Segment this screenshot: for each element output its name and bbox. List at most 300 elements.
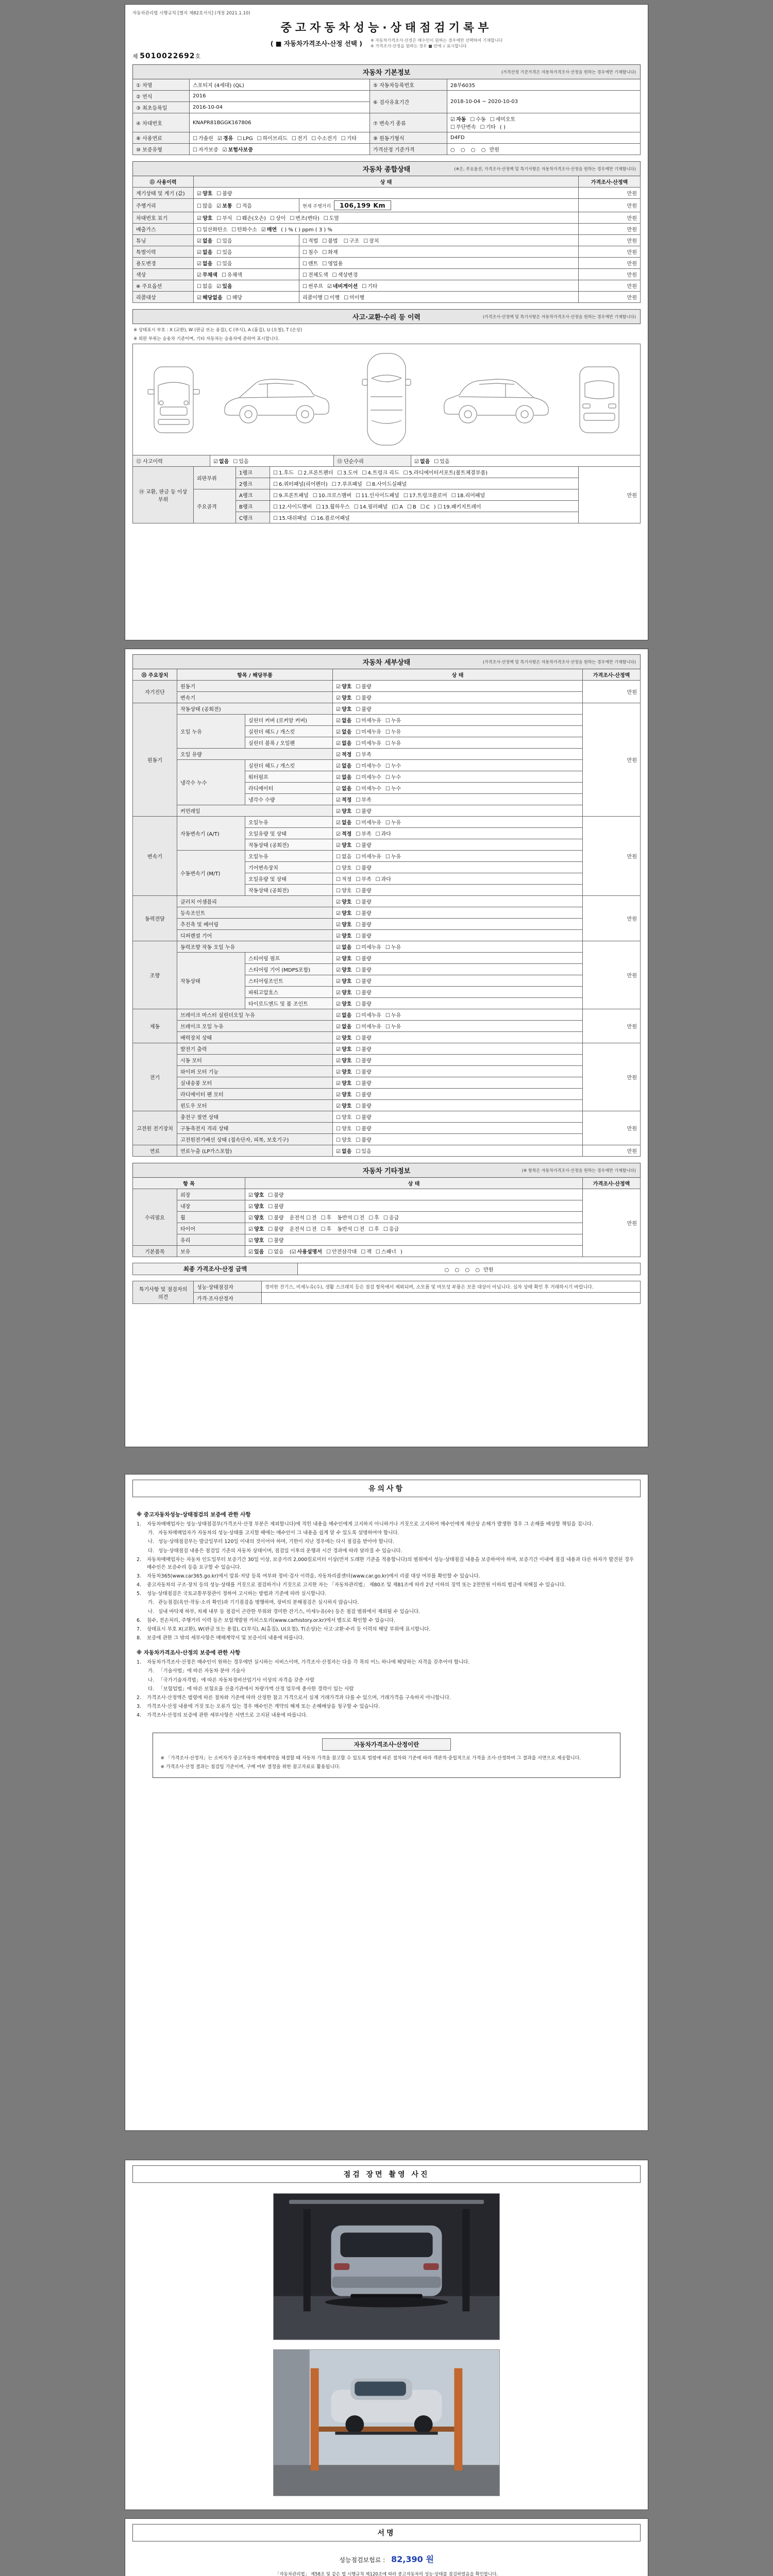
checkbox-미세누수[interactable] [356, 784, 381, 792]
checkbox-없음[interactable] [336, 818, 351, 826]
checkbox-전[interactable] [306, 1213, 317, 1221]
checkbox-불량[interactable] [268, 1191, 283, 1198]
checkbox-8.사이드실패널[interactable] [366, 480, 407, 487]
checkbox-label: 양호 [341, 990, 352, 996]
checkbox-상이[interactable] [270, 214, 285, 222]
checkbox-16.플로어패널[interactable] [311, 514, 350, 521]
unchecked-icon: ☐ [385, 741, 390, 747]
value-cell [579, 269, 641, 280]
checkbox-부족[interactable] [356, 750, 371, 758]
checkbox-누유[interactable] [385, 716, 401, 724]
checkbox-양호[interactable] [336, 920, 351, 928]
checkbox-LPG[interactable] [237, 136, 253, 142]
checkbox-불량[interactable] [356, 693, 371, 701]
checkbox-6.쿼터패널(리어펜더)[interactable] [273, 480, 328, 487]
checkbox-적정[interactable] [336, 875, 351, 883]
checkbox-양호[interactable] [336, 1079, 351, 1087]
checkbox-없음[interactable] [213, 457, 229, 465]
checkbox-없음[interactable] [336, 1011, 351, 1019]
text: 파워고압호스 [248, 990, 278, 996]
checkbox-label: LPG [243, 136, 253, 142]
checkbox-4.트렁크 리드[interactable] [362, 468, 399, 476]
checkbox-불량[interactable] [356, 1045, 371, 1053]
checkbox-세미오토[interactable] [490, 115, 516, 123]
unchecked-icon: ☐ [197, 284, 201, 290]
checkbox-양호[interactable] [336, 1056, 351, 1064]
checkbox-자동[interactable] [450, 115, 466, 123]
checkbox-색상변경[interactable] [332, 270, 358, 278]
checkbox-있음[interactable] [216, 248, 232, 256]
checkbox-불량[interactable] [268, 1236, 283, 1244]
checkbox-없음[interactable] [336, 739, 351, 747]
checkbox-훼손(오손)[interactable] [237, 214, 266, 222]
checkbox-사용설명서[interactable] [292, 1247, 322, 1255]
checkbox-5.라디에이터서포트(볼트체결부품)[interactable] [404, 468, 488, 476]
checkbox-label: 양호 [341, 934, 352, 939]
label-cell [245, 885, 333, 896]
value-cell [333, 817, 583, 828]
checkbox-있음[interactable] [216, 259, 232, 267]
checkbox-응급[interactable] [383, 1225, 399, 1232]
checkbox-전기[interactable] [292, 134, 307, 142]
unchecked-icon: ☐ [233, 459, 238, 465]
checkbox-15.대쉬패널[interactable] [273, 514, 307, 521]
checkbox-13.휠하우스[interactable] [316, 502, 350, 510]
checkbox-부식[interactable] [216, 214, 232, 222]
price-survey-option[interactable]: ( ■ 자동차가격조사·산정 선택 ) [270, 40, 362, 48]
checkbox-자가보증[interactable] [193, 145, 219, 153]
checkbox-11.인사이드패널[interactable] [356, 491, 399, 499]
checkbox-불량[interactable] [356, 1136, 371, 1143]
checkbox-label: 19.패키지트레이 [443, 504, 481, 511]
checkbox-누유[interactable] [385, 852, 401, 860]
checkbox-이행[interactable] [324, 293, 340, 301]
checkbox-불량[interactable] [356, 705, 371, 713]
label-cell [177, 1066, 333, 1077]
section-title-text: 자동차 기본정보 [362, 69, 411, 77]
checkbox-불량[interactable] [268, 1213, 283, 1221]
checkbox-과다[interactable] [376, 875, 391, 883]
checkbox-누유[interactable] [385, 1011, 401, 1019]
unchecked-icon: ☐ [356, 684, 361, 690]
checkbox-양호[interactable] [336, 682, 351, 690]
checkbox-양호[interactable] [336, 1045, 351, 1053]
checkbox-B[interactable] [407, 504, 416, 510]
checkbox-없음[interactable] [336, 716, 351, 724]
text: 라디에이터 팬 모터 [180, 1092, 224, 1098]
text: 다. [148, 1686, 155, 1692]
checkbox-없음[interactable] [336, 943, 351, 951]
checkbox-응급[interactable] [383, 1213, 399, 1221]
value-cell [190, 113, 370, 132]
checkbox-후[interactable] [321, 1213, 332, 1221]
checkbox-label: 있음 [222, 239, 232, 245]
checkbox-탄화수소[interactable] [231, 225, 257, 233]
checkbox-불량[interactable] [356, 1090, 371, 1098]
checkbox-누유[interactable] [385, 1022, 401, 1030]
text: 만원 [627, 1126, 637, 1132]
checkbox-경유[interactable] [217, 134, 233, 142]
checkbox-19.패키지트레이[interactable] [438, 502, 481, 510]
checkbox-미세누유[interactable] [356, 943, 381, 951]
checkbox-3.도어[interactable] [338, 468, 358, 476]
checkbox-양호[interactable] [336, 1113, 351, 1121]
car-diagram-rear-icon [568, 353, 630, 446]
checkbox-전체도색[interactable] [303, 270, 328, 278]
checkbox-불량[interactable] [356, 807, 371, 815]
checkbox-불량[interactable] [356, 1033, 371, 1041]
checkbox-label: 응급 [389, 1215, 399, 1221]
unchecked-icon: ☐ [356, 1104, 361, 1109]
checkbox-장치[interactable] [363, 236, 379, 244]
checkbox-후[interactable] [368, 1213, 379, 1221]
checkbox-불법[interactable] [322, 236, 338, 244]
checkbox-네비게이션[interactable] [327, 282, 358, 290]
checkbox-불량[interactable] [356, 988, 371, 996]
section-accident-history [132, 309, 641, 523]
checkbox-없음[interactable] [197, 248, 212, 256]
checkbox-label: 미세누유 [361, 1024, 381, 1030]
checkbox-전[interactable] [354, 1225, 365, 1232]
checkbox-label: 양호 [341, 888, 352, 894]
unchecked-icon: ☐ [356, 934, 361, 939]
checkbox-18.리어패널[interactable] [451, 491, 485, 499]
checkbox-렌트[interactable] [303, 259, 318, 267]
checkbox-없음[interactable] [197, 259, 212, 267]
checkbox-불량[interactable] [356, 841, 371, 849]
checkbox-양호[interactable] [336, 886, 351, 894]
checkbox-무단변속[interactable] [450, 123, 476, 130]
insurance-fee-value: 82,390 원 [391, 2554, 434, 2564]
checkbox-미세누유[interactable] [356, 818, 381, 826]
checkbox-없음[interactable] [336, 1147, 351, 1155]
checkbox-불량[interactable] [356, 1067, 371, 1075]
checkbox-양호[interactable] [336, 909, 351, 917]
checkbox-label: 사용설명서 [297, 1249, 322, 1255]
checkbox-불량[interactable] [356, 954, 371, 962]
unchecked-icon: ☐ [363, 239, 368, 245]
checkbox-누유[interactable] [385, 727, 401, 735]
checkbox-양호[interactable] [336, 1124, 351, 1132]
checkbox-없음[interactable] [197, 282, 212, 290]
checkbox-label: 해당 [232, 295, 242, 301]
checkbox-C[interactable] [421, 504, 430, 510]
checkbox-변조(변타)[interactable] [290, 214, 319, 222]
label-cell [133, 235, 194, 246]
checkbox-영업용[interactable] [322, 259, 343, 267]
checkbox-적정[interactable] [336, 795, 351, 803]
text: 2016-10-04 [193, 105, 223, 111]
checkbox-하이브리드[interactable] [257, 134, 288, 142]
label-cell [133, 269, 194, 280]
checkbox-불량[interactable] [356, 977, 371, 985]
checkbox-불량[interactable] [356, 863, 371, 871]
checkbox-양호[interactable] [248, 1202, 264, 1210]
checkbox-없음[interactable] [336, 727, 351, 735]
checkbox-양호[interactable] [248, 1236, 264, 1244]
section-final-price [132, 1263, 641, 1275]
checkbox-없음[interactable] [197, 236, 212, 244]
value-cell [190, 79, 370, 91]
checkbox-양호[interactable] [336, 1067, 351, 1075]
checkbox-불량[interactable] [356, 897, 371, 905]
checkbox-미세누수[interactable] [356, 761, 381, 769]
checkbox-전[interactable] [306, 1225, 317, 1232]
text: ⑭ 교환, 판금 등 이상 부위 [139, 489, 188, 503]
checkbox-해당[interactable] [227, 293, 242, 301]
checkbox-label: 불량 [274, 1215, 284, 1221]
checkbox-있음[interactable] [216, 236, 232, 244]
checkbox-많음[interactable] [197, 201, 212, 209]
checkbox-17.트렁크플로어[interactable] [404, 491, 447, 499]
checkbox-없음[interactable] [336, 1022, 351, 1030]
checkbox-불량[interactable] [216, 189, 232, 197]
checkbox-불량[interactable] [356, 1101, 371, 1109]
checkbox-양호[interactable] [336, 705, 351, 713]
checkbox-양호[interactable] [336, 807, 351, 815]
checkbox-양호[interactable] [336, 954, 351, 962]
checkbox-label: 누유 [391, 741, 401, 747]
label-cell [133, 113, 190, 132]
checkbox-불량[interactable] [356, 1124, 371, 1132]
text: 오일 유량 [180, 752, 202, 758]
checkbox-불량[interactable] [268, 1225, 283, 1232]
checkbox-label: 양호 [341, 979, 352, 985]
checkbox-미세누유[interactable] [356, 1022, 381, 1030]
text: 튜닝 [136, 239, 146, 245]
checkbox-미세누수[interactable] [356, 773, 381, 781]
car-diagram-top-icon [348, 349, 425, 450]
checkbox-부족[interactable] [356, 829, 371, 837]
checkbox-label: 화재 [328, 250, 338, 256]
checkbox-불량[interactable] [356, 682, 371, 690]
checkbox-적정[interactable] [336, 750, 351, 758]
checkbox-기타[interactable] [341, 134, 357, 142]
text: ( [392, 504, 394, 511]
text: 제동 [149, 1024, 160, 1030]
checkbox-누수[interactable] [385, 773, 401, 781]
checkbox-미세누유[interactable] [356, 852, 381, 860]
checkbox-label: 미세누유 [361, 730, 381, 735]
checkbox-누유[interactable] [385, 739, 401, 747]
text: 동반석 [335, 1227, 354, 1232]
checkbox-스패너[interactable] [376, 1247, 396, 1255]
checkbox-누유[interactable] [385, 818, 401, 826]
text: 2. [137, 1694, 142, 1701]
checkbox-누유[interactable] [385, 943, 401, 951]
checkbox-양호[interactable] [336, 1090, 351, 1098]
section-title-detail [132, 654, 641, 669]
checkbox-기타[interactable] [362, 282, 377, 290]
label-cell [245, 987, 333, 998]
checkbox-미세누유[interactable] [356, 1011, 381, 1019]
checkbox-수소전기[interactable] [311, 134, 337, 142]
label-cell [370, 113, 447, 132]
checkbox-불량[interactable] [356, 909, 371, 917]
checkbox-양호[interactable] [336, 999, 351, 1007]
checkbox-후[interactable] [368, 1225, 379, 1232]
checkbox-불량[interactable] [356, 999, 371, 1007]
status-code-legend: ※ 상태표시 부호 : X (교환), W (판금 또는 용접), C (부식), A (흠집), U (요철), T (손상) [133, 328, 303, 333]
checked-icon: ☑ [336, 1149, 341, 1155]
checkbox-양호[interactable] [248, 1191, 264, 1198]
text: 만원 [627, 295, 637, 301]
notice-item [137, 1582, 636, 1589]
value-cell [333, 1145, 583, 1157]
checkbox-양호[interactable] [336, 1033, 351, 1041]
text: 운전석 [288, 1215, 306, 1221]
checkbox-없음[interactable] [336, 852, 351, 860]
label-cell [133, 212, 194, 224]
text: 만원 [627, 917, 637, 922]
checkbox-14.필러패널[interactable] [354, 502, 388, 510]
text: 휠 [180, 1215, 186, 1221]
text: ⑮ 주요장치 [141, 673, 169, 679]
checkbox-없음[interactable] [336, 784, 351, 792]
checkbox-불량[interactable] [356, 931, 371, 939]
checkbox-적법[interactable] [303, 236, 318, 244]
checkbox-10.크로스멤버[interactable] [313, 491, 351, 499]
checkbox-없음[interactable] [336, 761, 351, 769]
text: 1. [137, 1659, 142, 1666]
checkbox-불량[interactable] [356, 1056, 371, 1064]
checkbox-label: 불량 [361, 1092, 372, 1098]
checkbox-7.루프패널[interactable] [332, 480, 362, 487]
checkbox-과다[interactable] [376, 829, 391, 837]
checkbox-양호[interactable] [336, 841, 351, 849]
checkbox-미이행[interactable] [344, 293, 364, 301]
notice-subitem [148, 1686, 636, 1693]
checkbox-양호[interactable] [248, 1225, 264, 1232]
checkbox-불량[interactable] [356, 1079, 371, 1087]
value-cell [333, 896, 583, 907]
checkbox-후[interactable] [321, 1225, 332, 1232]
checkbox-양호[interactable] [336, 931, 351, 939]
checkbox-양호[interactable] [336, 897, 351, 905]
checkbox-침수[interactable] [303, 248, 318, 256]
checkbox-있음[interactable] [216, 282, 232, 290]
checkbox-양호[interactable] [197, 189, 212, 197]
text: 항목 / 해당부품 [237, 673, 273, 679]
checkbox-있음[interactable] [434, 457, 449, 465]
text: 조향 [149, 973, 160, 979]
checkbox-불량[interactable] [356, 920, 371, 928]
checkbox-기타[interactable] [480, 123, 496, 130]
checkbox-구조[interactable] [344, 236, 359, 244]
checkbox-label: 양호 [254, 1238, 264, 1244]
checkbox-도말[interactable] [324, 214, 339, 222]
unchecked-icon: ☐ [231, 227, 237, 233]
checkbox-보험사보증[interactable] [223, 145, 253, 153]
checkbox-불량[interactable] [356, 965, 371, 973]
text: 만원 [627, 239, 637, 245]
checkbox-양호[interactable] [336, 988, 351, 996]
checked-icon: ☑ [336, 798, 341, 803]
checkbox-불량[interactable] [356, 886, 371, 894]
text: ① 차명 [136, 83, 153, 89]
label-cell [245, 715, 333, 726]
checkbox-9.프론트패널[interactable] [273, 491, 309, 499]
checkbox-양호[interactable] [336, 863, 351, 871]
checkbox-양호[interactable] [336, 977, 351, 985]
checkbox-미세누유[interactable] [356, 716, 381, 724]
checkbox-유채색[interactable] [222, 270, 242, 278]
checked-icon: ☑ [248, 1227, 253, 1232]
value-cell [333, 1055, 583, 1066]
checkbox-양호[interactable] [248, 1213, 264, 1221]
checkbox-일산화탄소[interactable] [197, 225, 227, 233]
checked-icon: ☑ [450, 117, 455, 123]
checkbox-label: 누유 [391, 1024, 401, 1030]
checkbox-적음[interactable] [237, 201, 252, 209]
checkbox-적정[interactable] [336, 829, 351, 837]
checked-icon: ☑ [336, 843, 341, 849]
checkbox-있음[interactable] [233, 457, 248, 465]
value-cell [270, 512, 579, 523]
text: 작동상태 (공회전) [248, 888, 289, 894]
checkbox-label: 양호 [341, 968, 352, 973]
checkbox-없음[interactable] [336, 773, 351, 781]
checkbox-2.프론트펜더[interactable] [298, 468, 333, 476]
checkbox-누수[interactable] [385, 784, 401, 792]
checkbox-미세누유[interactable] [356, 727, 381, 735]
text: 추진축 및 베어링 [180, 922, 219, 928]
value-cell [333, 930, 583, 941]
checkbox-부족[interactable] [356, 795, 371, 803]
text: 만원 [481, 1267, 494, 1273]
checkbox-전[interactable] [354, 1213, 365, 1221]
checkbox-없음[interactable] [414, 457, 430, 465]
checkbox-매연[interactable] [261, 225, 277, 233]
checkbox-label: 이행 [329, 295, 340, 301]
checkbox-없음[interactable] [268, 1247, 283, 1255]
unchecked-icon: ☐ [193, 136, 197, 142]
label-cell [133, 1043, 177, 1111]
checkbox-label: 13.휠하우스 [322, 504, 350, 511]
notice-subitem [148, 1608, 636, 1616]
checkbox-12.사이드멤버[interactable] [273, 502, 312, 510]
checkbox-양호[interactable] [336, 965, 351, 973]
checkbox-안전삼각대[interactable] [326, 1247, 357, 1255]
checkbox-불량[interactable] [356, 1113, 371, 1121]
notice-body [132, 1502, 641, 1723]
checkbox-보통[interactable] [216, 201, 232, 209]
checkbox-미세누유[interactable] [356, 739, 381, 747]
checkbox-label: 불량 [274, 1238, 284, 1244]
value-cell [333, 1100, 583, 1111]
checkbox-불량[interactable] [268, 1202, 283, 1210]
value-cell [579, 199, 641, 212]
checkbox-누수[interactable] [385, 761, 401, 769]
checkbox-썬루프[interactable] [303, 282, 323, 290]
checkbox-무채색[interactable] [197, 270, 217, 278]
checkbox-수동[interactable] [470, 115, 485, 123]
checkbox-1.후드[interactable] [273, 468, 294, 476]
checkbox-해당없음[interactable] [197, 293, 223, 301]
checkbox-가솔린[interactable] [193, 134, 213, 142]
checkbox-양호[interactable] [336, 1136, 351, 1143]
checkbox-양호[interactable] [197, 214, 212, 222]
checkbox-양호[interactable] [336, 1101, 351, 1109]
checkbox-A[interactable] [394, 504, 403, 510]
checkbox-부족[interactable] [356, 875, 371, 883]
checkbox-있음[interactable] [248, 1247, 264, 1255]
checkbox-화재[interactable] [322, 248, 338, 256]
checkbox-있음[interactable] [356, 1147, 371, 1155]
label-cell [177, 1234, 245, 1246]
checkbox-양호[interactable] [336, 693, 351, 701]
checkbox-잭[interactable] [361, 1247, 372, 1255]
